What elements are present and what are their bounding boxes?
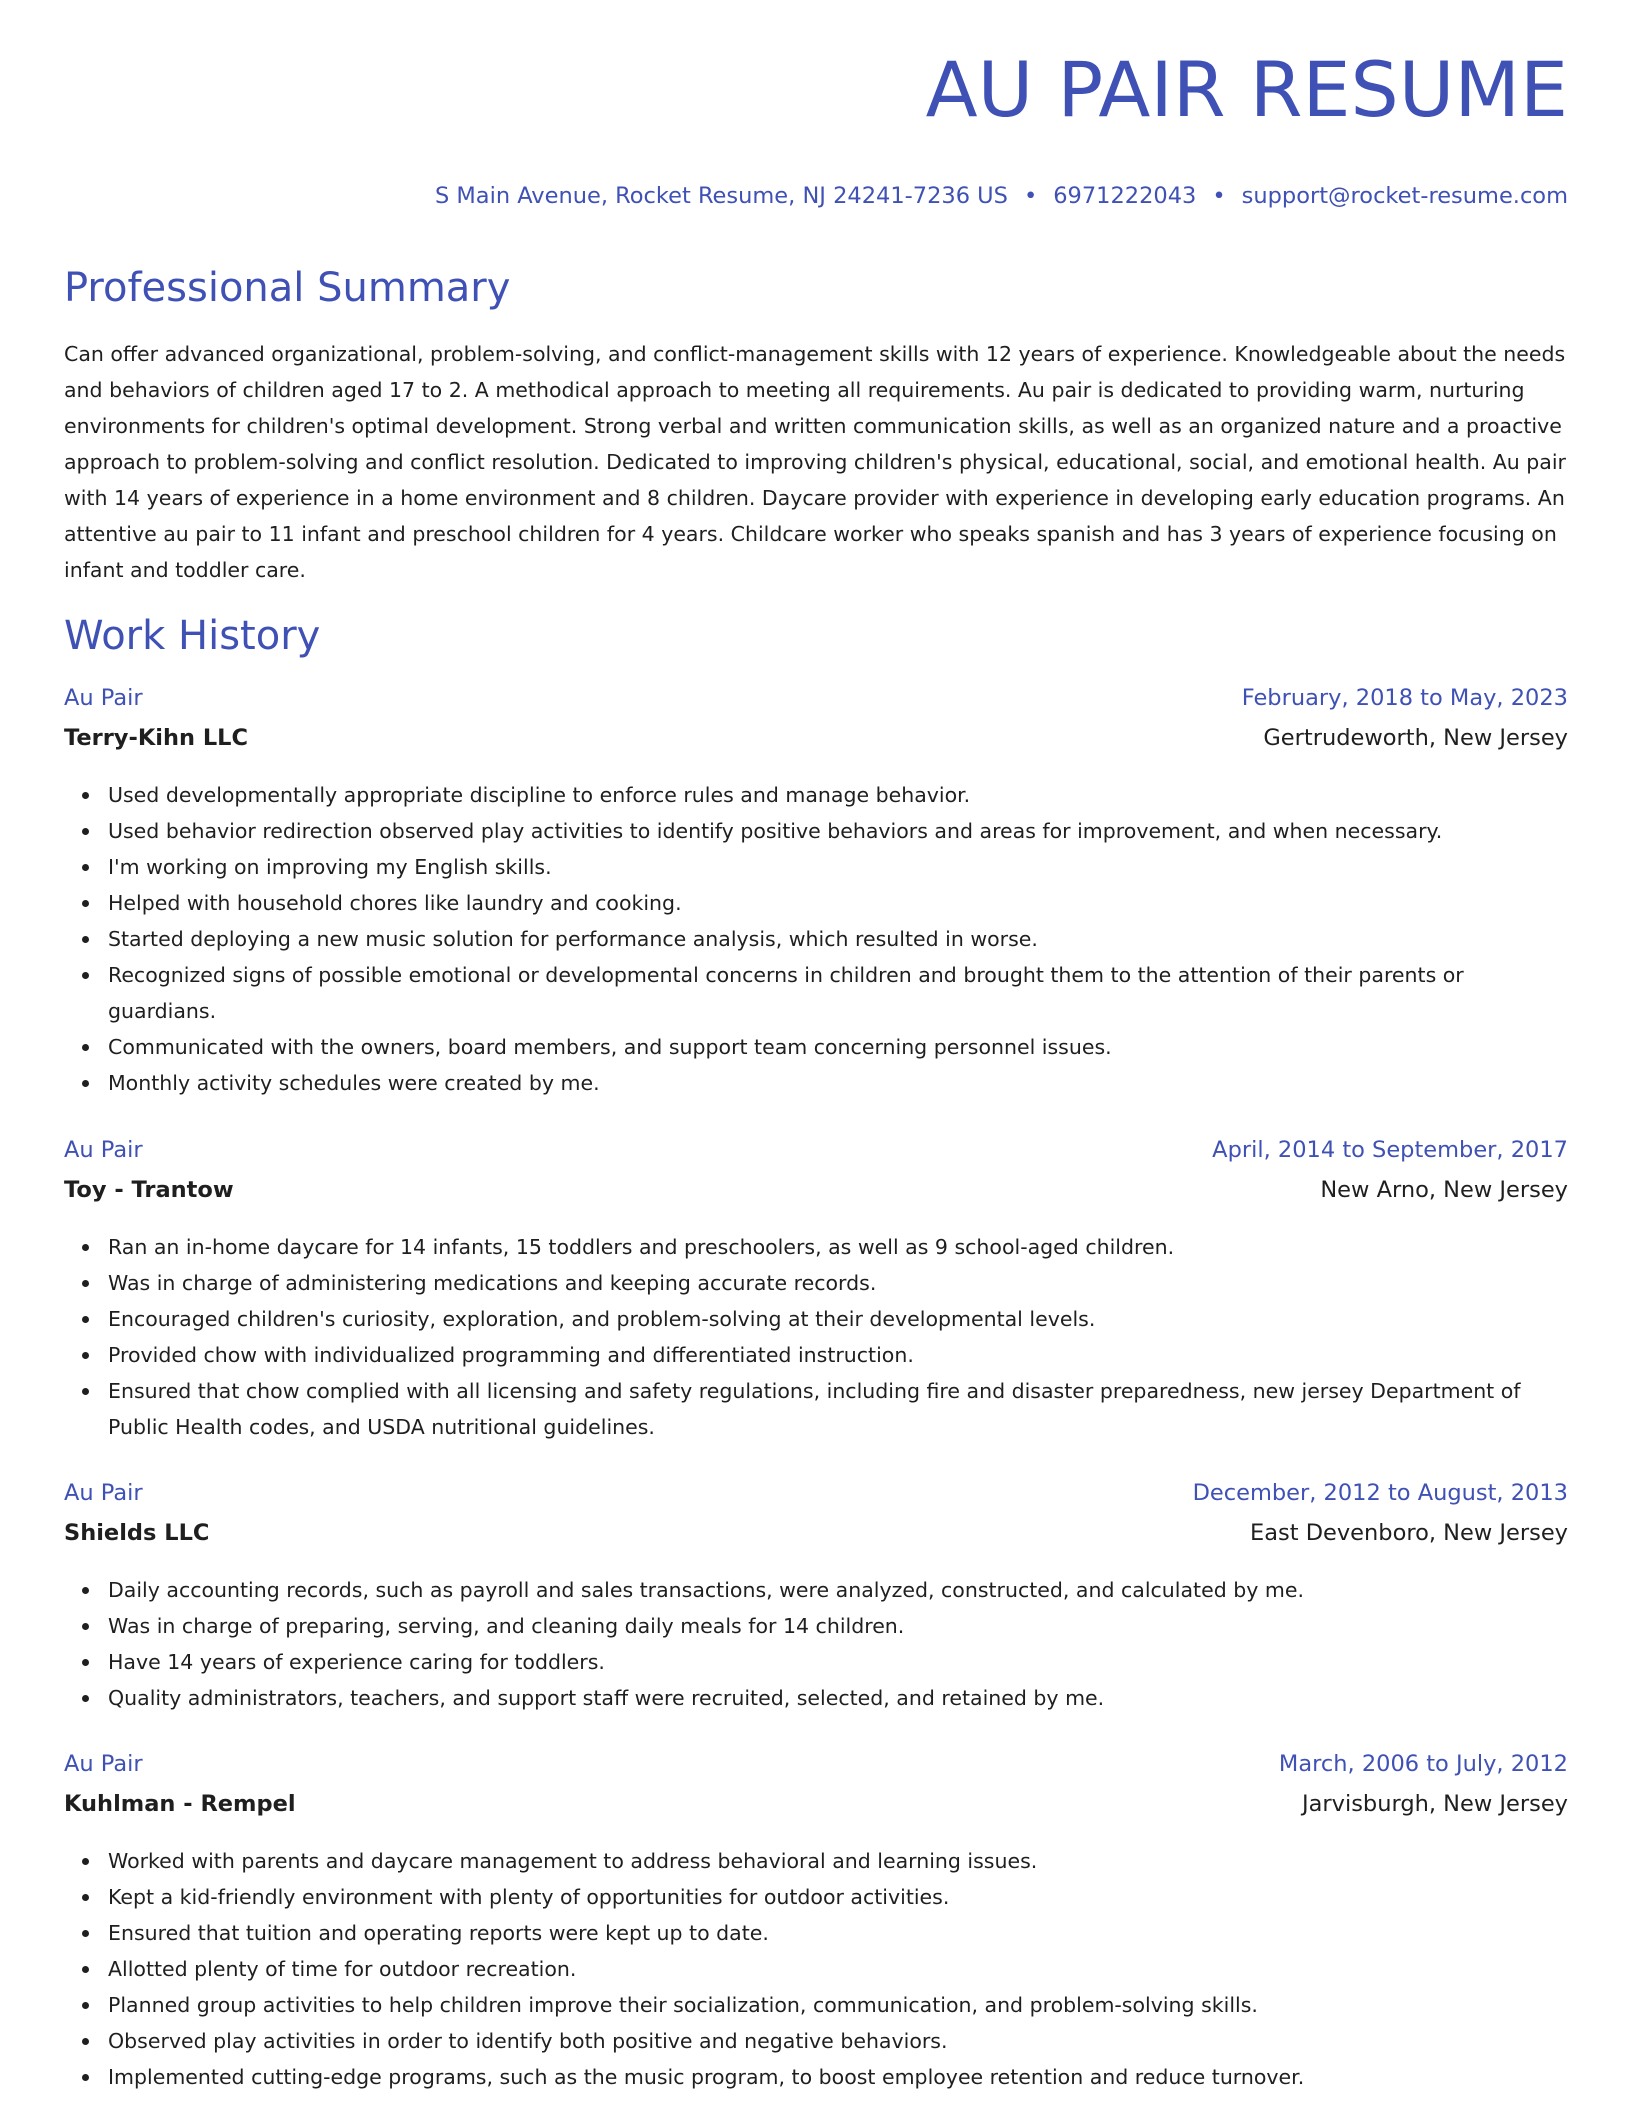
job-company-row: [64, 1791, 1568, 1831]
bullet-item: Used behavior redirection observed play activities to identify positive behaviors and areas for improvement, and when necessary.: [108, 813, 1568, 849]
bullet-item: Implemented cutting-edge programs, such as the music program, to boost employee retention and reduce turnover.: [108, 2059, 1568, 2095]
job-company-row: [64, 725, 1568, 765]
bullet-item: Daily accounting records, such as payroll and sales transactions, were analyzed, constructed, and calculated by me.: [108, 1572, 1568, 1608]
job-company: Terry-Kihn LLC: [64, 725, 249, 751]
bullet-item: Used developmentally appropriate discipline to enforce rules and manage behavior.: [108, 777, 1568, 813]
job-title: Au Pair: [64, 1480, 143, 1506]
job-company: Toy - Trantow: [64, 1177, 234, 1203]
job-title-row: [64, 1751, 1568, 1791]
bullet-item: Monthly activity schedules were created by me.: [108, 1065, 1568, 1101]
contact-separator: •: [1023, 183, 1038, 209]
job-title-row: [64, 685, 1568, 725]
resume-title: AU PAIR RESUME: [925, 45, 1568, 134]
job-entry: [64, 1480, 1568, 1716]
job-dates: March, 2006 to July, 2012: [1278, 1751, 1568, 1777]
job-title-row: [64, 1137, 1568, 1177]
work-history-heading: Work History: [64, 613, 321, 659]
bullet-item: Was in charge of administering medications and keeping accurate records.: [108, 1265, 1568, 1301]
job-company: Shields LLC: [64, 1520, 210, 1546]
job-company-row: [64, 1520, 1568, 1560]
job-title: Au Pair: [64, 685, 143, 711]
job-bullets: [64, 1572, 1568, 1716]
job-location: East Devenboro, New Jersey: [1250, 1520, 1568, 1546]
bullet-item: Ensured that chow complied with all licensing and safety regulations, including fire and disaster preparedness, new jersey Department of Public Health codes, and USDA nutritional guidelines.: [108, 1373, 1568, 1445]
job-dates: December, 2012 to August, 2013: [1192, 1480, 1568, 1506]
bullet-item: Recognized signs of possible emotional or developmental concerns in children and brought them to the attention of their parents or guardians.: [108, 957, 1568, 1029]
bullet-item: Kept a kid-friendly environment with plenty of opportunities for outdoor activities.: [108, 1879, 1568, 1915]
job-bullets: [64, 1843, 1568, 2095]
bullet-item: Provided chow with individualized programming and differentiated instruction.: [108, 1337, 1568, 1373]
bullet-item: Started deploying a new music solution for performance analysis, which resulted in worse.: [108, 921, 1568, 957]
bullet-item: Communicated with the owners, board members, and support team concerning personnel issues.: [108, 1029, 1568, 1065]
contact-email[interactable]: support@rocket-resume.com: [1241, 183, 1568, 209]
job-title-row: [64, 1480, 1568, 1520]
job-location: Jarvisburgh, New Jersey: [1301, 1791, 1568, 1817]
job-location: New Arno, New Jersey: [1320, 1177, 1568, 1203]
job-title: Au Pair: [64, 1751, 143, 1777]
job-bullets: [64, 1229, 1568, 1445]
bullet-item: Worked with parents and daycare management to address behavioral and learning issues.: [108, 1843, 1568, 1879]
bullet-item: Was in charge of preparing, serving, and cleaning daily meals for 14 children.: [108, 1608, 1568, 1644]
bullet-item: Helped with household chores like laundry and cooking.: [108, 885, 1568, 921]
job-title: Au Pair: [64, 1137, 143, 1163]
bullet-item: Allotted plenty of time for outdoor recreation.: [108, 1951, 1568, 1987]
summary-heading: Professional Summary: [64, 265, 511, 311]
job-dates: February, 2018 to May, 2023: [1241, 685, 1568, 711]
job-entry: [64, 1751, 1568, 2095]
bullet-item: Encouraged children's curiosity, exploration, and problem-solving at their developmental levels.: [108, 1301, 1568, 1337]
summary-text: Can offer advanced organizational, problem-solving, and conflict-management skills with 12 years of experience. Knowledgeable about the needs and behaviors of children aged 17 to 2. A methodical approach to meeting all requirements. Au pair is dedicated to providing warm, nurturing environments for children's optimal development. Strong verbal and written communication skills, as well as an organized nature and a proactive approach to problem-solving and conflict resolution. Dedicated to improving children's physical, educational, social, and emotional health. Au pair with 14 years of experience in a home environment and 8 children. Daycare provider with experience in developing early education programs. An attentive au pair to 11 infant and preschool children for 4 years. Childcare worker who speaks spanish and has 3 years of experience focusing on infant and toddler care.: [64, 342, 1566, 582]
job-entry: [64, 1137, 1568, 1445]
bullet-item: Ran an in-home daycare for 14 infants, 15 toddlers and preschoolers, as well as 9 school-aged children.: [108, 1229, 1568, 1265]
bullet-item: Have 14 years of experience caring for toddlers.: [108, 1644, 1568, 1680]
job-entry: [64, 685, 1568, 1101]
bullet-item: Quality administrators, teachers, and support staff were recruited, selected, and retained by me.: [108, 1680, 1568, 1716]
bullet-item: I'm working on improving my English skills.: [108, 849, 1568, 885]
job-dates: April, 2014 to September, 2017: [1212, 1137, 1568, 1163]
bullet-item: Ensured that tuition and operating reports were kept up to date.: [108, 1915, 1568, 1951]
contact-line: [435, 183, 1568, 209]
contact-separator: •: [1212, 183, 1226, 209]
job-company-row: [64, 1177, 1568, 1217]
job-company: Kuhlman - Rempel: [64, 1791, 296, 1817]
job-bullets: [64, 777, 1568, 1101]
bullet-item: Planned group activities to help children improve their socialization, communication, and problem-solving skills.: [108, 1987, 1568, 2023]
contact-phone: 6971222043: [1053, 183, 1197, 209]
bullet-item: Observed play activities in order to identify both positive and negative behaviors.: [108, 2023, 1568, 2059]
contact-address: S Main Avenue, Rocket Resume, NJ 24241-7236 US: [434, 183, 1008, 209]
job-location: Gertrudeworth, New Jersey: [1263, 725, 1568, 751]
